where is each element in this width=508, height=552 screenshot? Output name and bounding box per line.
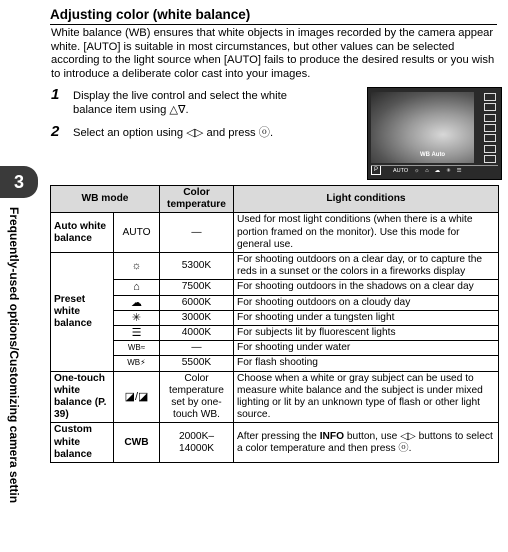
- sun-icon: ☼: [414, 168, 420, 174]
- light-condition-text: After pressing the: [237, 430, 320, 442]
- step-number: 1: [51, 86, 60, 103]
- cloud-icon: ☁: [434, 168, 441, 174]
- light-condition: Used for most light conditions (when there is a white portion framed on the monitor). Use this mode for general use.: [234, 213, 499, 253]
- tungsten-icon: ✳: [114, 310, 160, 325]
- light-condition: For flash shooting: [234, 356, 499, 371]
- cloud-icon: ☁: [114, 295, 160, 310]
- chapter-tab: 3: [0, 166, 38, 198]
- wb-group-preset: Preset white balance: [51, 253, 114, 372]
- table-row: [51, 326, 499, 341]
- color-temp: 6000K: [160, 295, 234, 310]
- table-row: [51, 213, 499, 253]
- light-condition: For subjects lit by fluorescent lights: [234, 326, 499, 341]
- intro-paragraph: White balance (WB) ensures that white objects in images recorded by the camera appear white. [AUTO] is suitable in most circumstances, but other values can be selected according to the light source when [AUTO] fails to produce the desired results or you wish to introduce a deliberate color cast into your images.: [51, 27, 495, 80]
- color-temp: 5300K: [160, 253, 234, 280]
- wb-options-bar: [371, 165, 498, 176]
- menu-icon: [484, 124, 496, 132]
- light-condition: For shooting outdoors on a clear day, or to capture the reds in a sunset or the colors in a fireworks display: [234, 253, 499, 280]
- auto-wb-label: AUTO: [393, 168, 409, 174]
- color-temp: 7500K: [160, 280, 234, 295]
- table-row: [51, 423, 499, 463]
- wb-group-one-touch: One-touch white balance (P. 39): [51, 371, 114, 423]
- table-row: [51, 371, 499, 423]
- wb-group-auto: Auto white balance: [51, 213, 114, 253]
- wb-code: AUTO: [114, 213, 160, 253]
- shade-icon: ⌂: [114, 280, 160, 295]
- light-condition: Choose when a white or gray subject can be used to measure white balance and the subject is under mixed lighting or lit by an unknown type of flash or other light source.: [234, 371, 499, 423]
- flash-icon: WB⚡: [114, 356, 160, 371]
- menu-icon: [484, 103, 496, 111]
- fluorescent-icon: ☰: [456, 168, 462, 174]
- page-title: Adjusting color (white balance): [50, 7, 497, 25]
- color-temp: —: [160, 341, 234, 356]
- info-button-label: INFO: [319, 430, 345, 442]
- shade-icon: ⌂: [425, 168, 429, 174]
- light-condition: For shooting outdoors in the shadows on a clear day: [234, 280, 499, 295]
- underwater-icon: WB≈: [114, 341, 160, 356]
- header-light-conditions: Light conditions: [234, 186, 499, 213]
- tungsten-icon: ✳: [446, 168, 451, 174]
- step-number: 2: [51, 123, 60, 140]
- step-text: Display the live control and select the white balance item using △∇.: [73, 90, 287, 116]
- wb-mode-label: WB Auto: [420, 152, 446, 158]
- sun-icon: ☼: [114, 253, 160, 280]
- white-balance-table: [50, 185, 499, 463]
- table-row: [51, 295, 499, 310]
- camera-live-control-screen: [367, 87, 502, 180]
- header-color-temperature: Color temperature: [160, 186, 234, 213]
- light-condition-text: button, use ◁▷ buttons to select a color temperature and then press ⓞ.: [237, 430, 493, 454]
- fluorescent-icon: ☰: [114, 326, 160, 341]
- table-row: [51, 341, 499, 356]
- menu-icon: [484, 134, 496, 142]
- light-condition: For shooting under water: [234, 341, 499, 356]
- wb-code: CWB: [114, 423, 160, 463]
- chapter-title: Frequently-used options/Customizing camera settin: [7, 207, 21, 504]
- live-control-icon-column: [481, 93, 499, 163]
- color-temp: 2000K– 14000K: [160, 423, 234, 463]
- light-condition: For shooting under a tungsten light: [234, 310, 499, 325]
- menu-icon: [484, 114, 496, 122]
- header-wb-mode: WB mode: [51, 186, 160, 213]
- color-temp: 3000K: [160, 310, 234, 325]
- menu-icon: [484, 93, 496, 101]
- color-temp: 5500K: [160, 356, 234, 371]
- step-text: Select an option using ◁▷ and press ⓞ.: [73, 127, 274, 139]
- menu-icon: [484, 145, 496, 153]
- wb-group-custom: Custom white balance: [51, 423, 114, 463]
- light-condition: For shooting outdoors on a cloudy day: [234, 295, 499, 310]
- table-header-row: [51, 186, 499, 213]
- color-temp: Color temperature set by one-touch WB.: [160, 371, 234, 423]
- table-row: [51, 253, 499, 280]
- light-condition: [234, 423, 499, 463]
- one-touch-wb-icon: ◪/◪: [114, 371, 160, 423]
- color-temp: —: [160, 213, 234, 253]
- table-row: [51, 310, 499, 325]
- color-temp: 4000K: [160, 326, 234, 341]
- table-row: [51, 280, 499, 295]
- table-row: [51, 356, 499, 371]
- program-mode-icon: P: [371, 165, 381, 175]
- menu-icon: [484, 155, 496, 163]
